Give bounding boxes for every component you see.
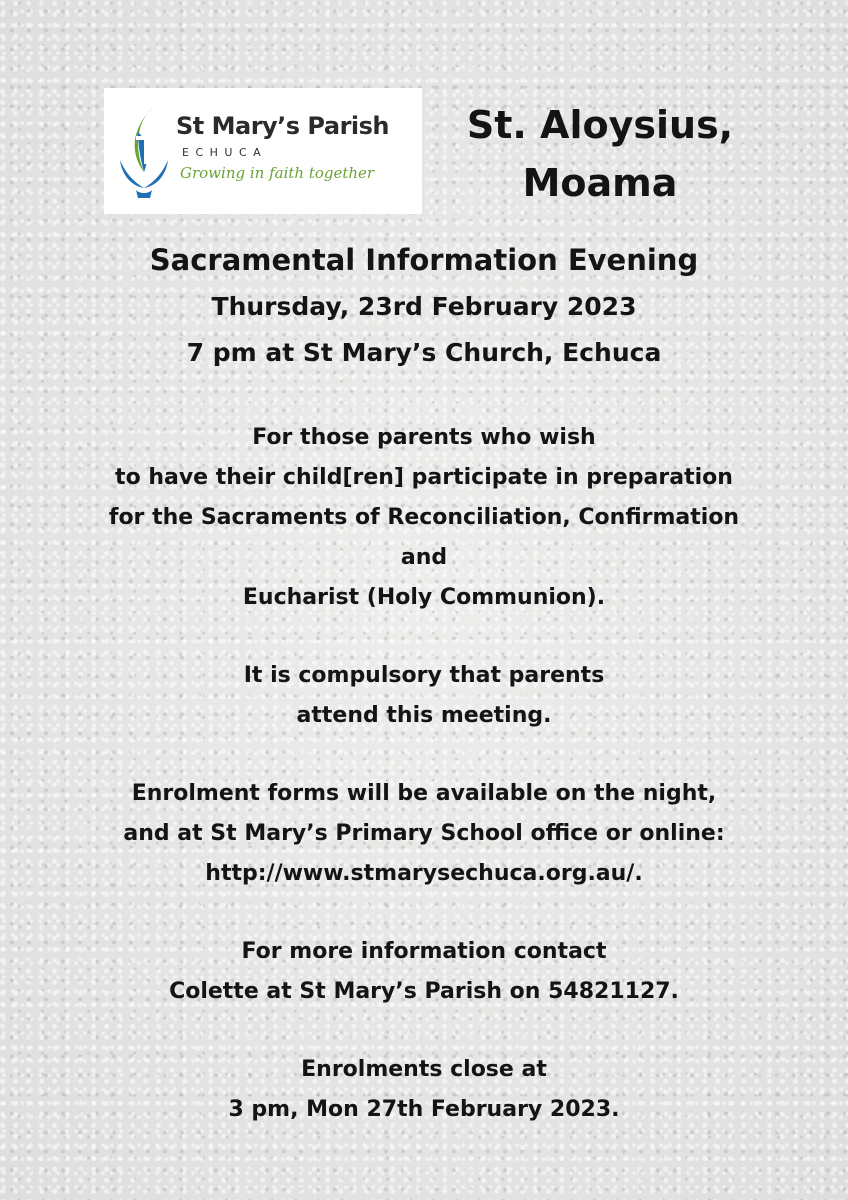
logo-town-name: ECHUCA xyxy=(182,146,268,159)
text-line: for the Sacraments of Reconciliation, Confirmation xyxy=(108,505,740,530)
purpose-paragraph xyxy=(0,418,848,618)
text-line: Enrolments close at xyxy=(301,1057,547,1082)
church-name-line: Moama xyxy=(522,161,678,205)
enrolment-paragraph xyxy=(0,774,848,894)
text-line: and at St Mary’s Primary School office or online: xyxy=(123,821,725,846)
event-date: Thursday, 23rd February 2023 xyxy=(211,292,637,321)
website-link[interactable]: http://www.stmarysechuca.org.au/. xyxy=(205,861,643,886)
parish-emblem-icon xyxy=(114,98,174,204)
parish-logo xyxy=(104,88,422,214)
text-line: to have their child[ren] participate in preparation xyxy=(115,465,733,490)
text-line: 3 pm, Mon 27th February 2023. xyxy=(228,1097,620,1122)
logo-parish-name: St Mary’s Parish xyxy=(176,112,390,140)
text-line: It is compulsory that parents xyxy=(243,663,605,688)
logo-tagline: Growing in faith together xyxy=(180,164,375,182)
text-line: and xyxy=(400,545,448,570)
text-line: For those parents who wish xyxy=(252,425,596,450)
church-name-line: St. Aloysius, xyxy=(466,103,734,147)
text-line: attend this meeting. xyxy=(296,703,552,728)
attendance-paragraph xyxy=(0,656,848,736)
church-name xyxy=(430,96,770,212)
flyer-body xyxy=(0,236,848,1130)
text-line: Eucharist (Holy Communion). xyxy=(242,585,606,610)
event-title: Sacramental Information Evening xyxy=(149,243,699,277)
text-line: Enrolment forms will be available on the night, xyxy=(131,781,717,806)
contact-paragraph xyxy=(0,932,848,1012)
event-time-place: 7 pm at St Mary’s Church, Echuca xyxy=(186,338,662,367)
deadline-paragraph xyxy=(0,1050,848,1130)
text-line: Colette at St Mary’s Parish on 54821127. xyxy=(169,979,679,1004)
text-line: For more information contact xyxy=(241,939,607,964)
